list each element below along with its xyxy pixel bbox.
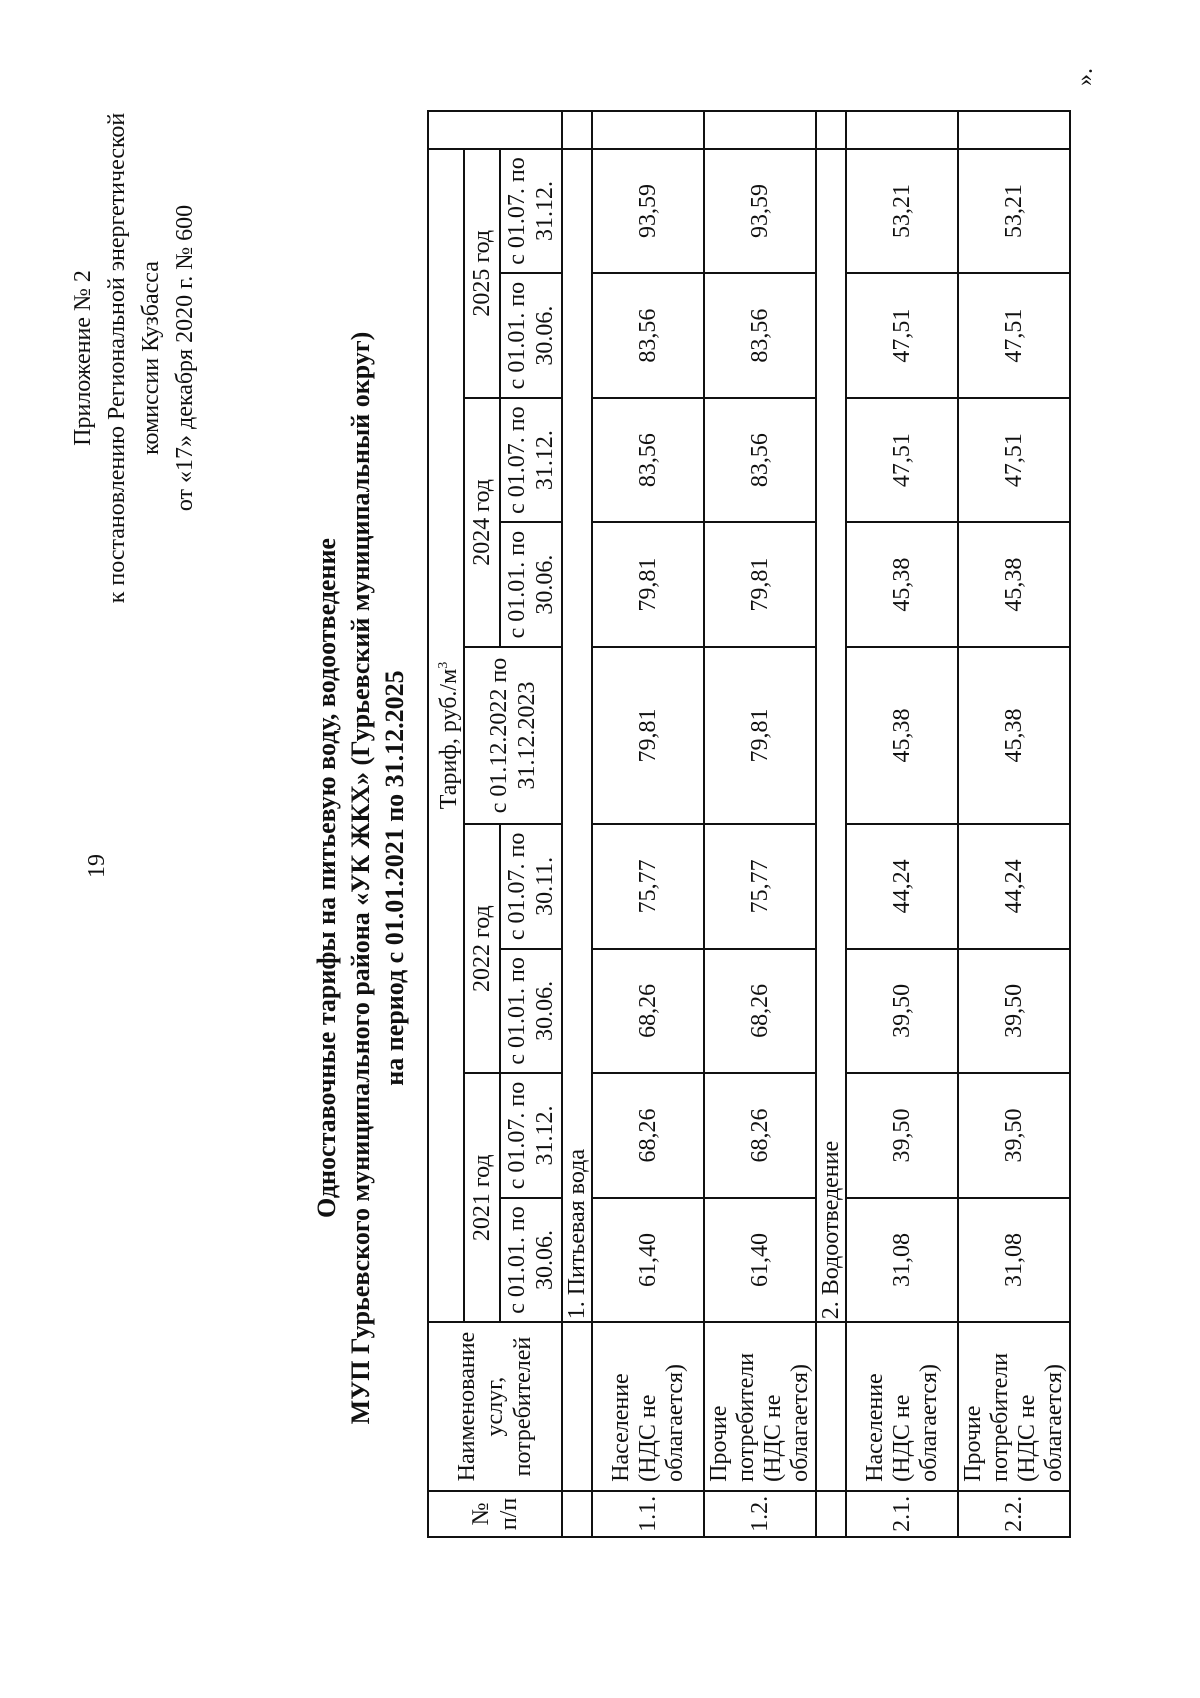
tariff-value: 47,51 [958,398,1070,523]
appendix-block [66,98,202,618]
period-header: с 01.07. по 31.12. [500,1073,562,1198]
tariff-value: 39,50 [846,949,958,1074]
row-number: 2.1. [846,1491,958,1537]
title-line-3: на период с 01.01.2021 по 31.12.2025 [380,670,409,1086]
table-row [704,111,816,1537]
row-number: 2.2. [958,1491,1070,1537]
col-header-number: № п/п [428,1491,562,1537]
period-header: с 01.01. по 30.06. [500,949,562,1074]
row-consumer-name: Прочие потребители (НДС не облагается) [958,1322,1070,1491]
tariff-value: 68,26 [704,949,816,1074]
year-2022-header: 2022 год [464,824,500,1073]
section-blank-cell [816,1491,846,1537]
period-header: с 01.01. по 30.06. [500,522,562,647]
appendix-line-1: Приложение № 2 [70,270,96,446]
tariff-value: 39,50 [958,1073,1070,1198]
year-2024-header: 2024 год [464,398,500,647]
closing-quote: ». [1072,68,1098,86]
title-line-2: МУП Гурьевского муниципального района «УК ЖКХ» (Гурьевский муниципальный округ) [346,331,375,1425]
tariff-value: 39,50 [846,1073,958,1198]
document-title [310,228,412,1528]
table-row [958,111,1070,1537]
tariff-value: 79,81 [592,522,704,647]
section-blank-cell [562,111,592,149]
year-2021-header: 2021 год [464,1073,500,1322]
row-blank-cell [592,111,704,149]
period-header: с 01.01. по 30.06. [500,273,562,398]
tariff-value: 45,38 [958,522,1070,647]
tariff-value: 93,59 [592,149,704,274]
table-row [592,111,704,1537]
title-line-1: Одноставочные тарифы на питьевую воду, водоотведение [312,538,341,1218]
tariff-value: 68,26 [704,1073,816,1198]
section-wastewater: 2. Водоотведение [816,149,846,1323]
tariff-value: 47,51 [846,273,958,398]
col-header-name: Наименование услуг, потребителей [428,1322,562,1491]
page-number: 19 [84,854,110,878]
row-consumer-name: Население (НДС не облагается) [846,1322,958,1491]
tariff-value: 44,24 [958,824,1070,949]
tariff-value: 53,21 [958,149,1070,274]
period-header: с 01.01. по 30.06. [500,1198,562,1323]
tariff-value: 75,77 [704,824,816,949]
appendix-line-2: к постановлению Региональной энергетической [104,112,130,604]
year-2025-header: 2025 год [464,149,500,398]
tariff-value: 31,08 [958,1198,1070,1323]
period-header: с 01.07. по 31.12. [500,398,562,523]
tariff-value: 61,40 [592,1198,704,1323]
tariff-value: 45,38 [846,522,958,647]
tariff-value: 68,26 [592,1073,704,1198]
tariff-header [428,149,464,1323]
period-2022-2023-header: с 01.12.2022 по 31.12.2023 [464,647,562,824]
tariff-value: 44,24 [846,824,958,949]
period-header: с 01.07. по 30.11. [500,824,562,949]
tariff-value: 45,38 [846,647,958,824]
tariff-value: 31,08 [846,1198,958,1323]
tariff-value: 93,59 [704,149,816,274]
appendix-line-3: комиссии Кузбасса [138,261,164,455]
tariff-header-text: Тариф, руб./м [435,668,462,810]
tariff-value: 83,56 [592,398,704,523]
tariff-value: 83,56 [704,273,816,398]
tariff-value: 68,26 [592,949,704,1074]
tariff-value: 61,40 [704,1198,816,1323]
tariff-value: 79,81 [704,647,816,824]
section-drinking-water: 1. Питьевая вода [562,149,592,1323]
blank-header-cell [428,111,562,149]
table-row [846,111,958,1537]
tariff-value: 83,56 [704,398,816,523]
row-consumer-name: Прочие потребители (НДС не облагается) [704,1322,816,1491]
tariff-value: 47,51 [846,398,958,523]
period-header: с 01.07. по 31.12. [500,149,562,274]
tariff-value: 75,77 [592,824,704,949]
row-number: 1.1. [592,1491,704,1537]
tariff-unit-superscript: 3 [435,661,451,669]
tariff-table [427,110,1071,1538]
tariff-value: 53,21 [846,149,958,274]
tariff-value: 79,81 [592,647,704,824]
tariff-value: 79,81 [704,522,816,647]
section-blank-cell [816,111,846,149]
section-blank-cell [562,1322,592,1491]
appendix-line-4: от «17» декабря 2020 г. № 600 [172,204,198,512]
row-blank-cell [958,111,1070,149]
tariff-value: 39,50 [958,949,1070,1074]
section-blank-cell [562,1491,592,1537]
row-blank-cell [704,111,816,149]
tariff-value: 47,51 [958,273,1070,398]
tariff-value: 45,38 [958,647,1070,824]
row-consumer-name: Население (НДС не облагается) [592,1322,704,1491]
tariff-value: 83,56 [592,273,704,398]
row-blank-cell [846,111,958,149]
section-blank-cell [816,1322,846,1491]
row-number: 1.2. [704,1491,816,1537]
